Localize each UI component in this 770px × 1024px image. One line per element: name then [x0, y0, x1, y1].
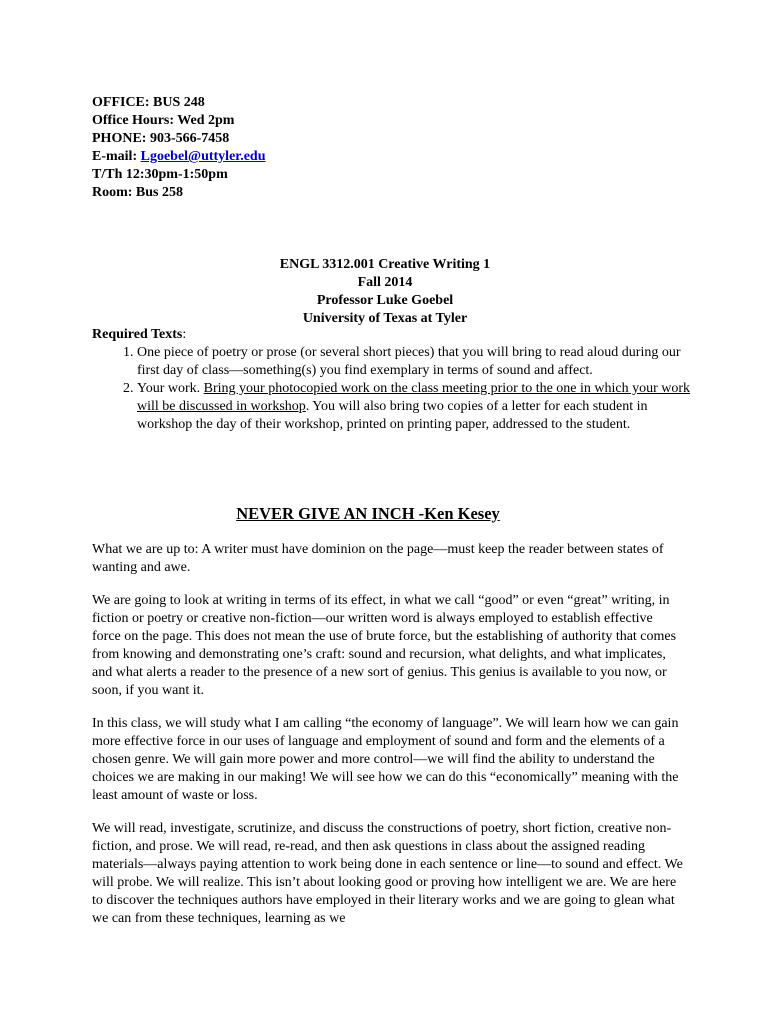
required-texts-section [92, 326, 692, 434]
required-texts-list [92, 344, 692, 434]
paragraph: In this class, we will study what I am calling “the economy of language”. We will learn how we can gain more effective force in our uses of language and employment of sound and form and the elements of a chosen genre. We will gain more power and more control—we will find the ability to understand the choices we are making in our making! We will see how we can do this “economically” meaning with the least amount of waste or loss. [92, 716, 679, 803]
professor-name: Professor Luke Goebel [316, 293, 454, 308]
body-text [92, 541, 684, 943]
office-line: OFFICE: BUS 248 [92, 95, 205, 110]
list-item: 1. One piece of poetry or prose (or several short pieces) that you will bring to read aloud during our first day of class—something(s) you find exemplary in terms of sound and affect. [137, 344, 692, 380]
contact-block [92, 94, 266, 202]
section-title: NEVER GIVE AN INCH -Ken Kesey [236, 504, 500, 523]
phone-line: PHONE: 903-566-7458 [92, 131, 230, 146]
required-texts-colon: : [182, 327, 187, 342]
email-label: E-mail: [92, 149, 141, 164]
list-item-prefix: Your work. [137, 381, 204, 396]
email-link[interactable]: Lgoebel@uttyler.edu [140, 149, 266, 164]
required-texts-title: Required Texts [92, 327, 183, 342]
list-item-underlined: Bring your photocopied work on the class meeting prior to the one in which your work will be discussed in workshop [137, 381, 691, 414]
email-line [92, 148, 266, 166]
paragraph: We are going to look at writing in terms of its effect, in what we call “good” or even “great” writing, in fiction or poetry or creative non-fiction—our written word is always employed to establish effective force on the page. This does not mean the use of brute force, but the establishing of authority that comes from knowing and demonstrating one’s craft: sound and recursion, what delights, and what implicates, and what alerts a reader to the presence of a new sort of genius. This genius is available to you now, or soon, if you want it. [92, 593, 677, 698]
paragraph: What we are up to: A writer must have dominion on the page—must keep the reader between states of wanting and awe. [92, 542, 664, 575]
university-name: University of Texas at Tyler [302, 311, 468, 326]
schedule-line: T/Th 12:30pm-1:50pm [92, 167, 228, 182]
course-title: ENGL 3312.001 Creative Writing 1 [279, 257, 491, 272]
office-hours-line: Office Hours: Wed 2pm [92, 113, 235, 128]
course-term: Fall 2014 [357, 275, 413, 290]
course-heading [0, 256, 770, 328]
required-texts-heading [92, 326, 692, 344]
room-line: Room: Bus 258 [92, 185, 184, 200]
list-item-suffix: . You will also bring two copies of a letter for each student in workshop the day of their workshop, printed on printing paper, addressed to the student. [137, 399, 648, 432]
paragraph: We will read, investigate, scrutinize, and discuss the constructions of poetry, short fiction, creative non-fiction, and prose. We will read, re-read, and then ask questions in class about the assigned reading materials—always paying attention to work being done in each sentence or line—to sound and effect. We will probe. We will realize. This isn’t about looking good or proving how intelligent we are. We are here to discover the techniques authors have employed in their literary works and we are going to glean what we can from these techniques, learning as we [92, 821, 683, 926]
list-item [137, 380, 692, 434]
